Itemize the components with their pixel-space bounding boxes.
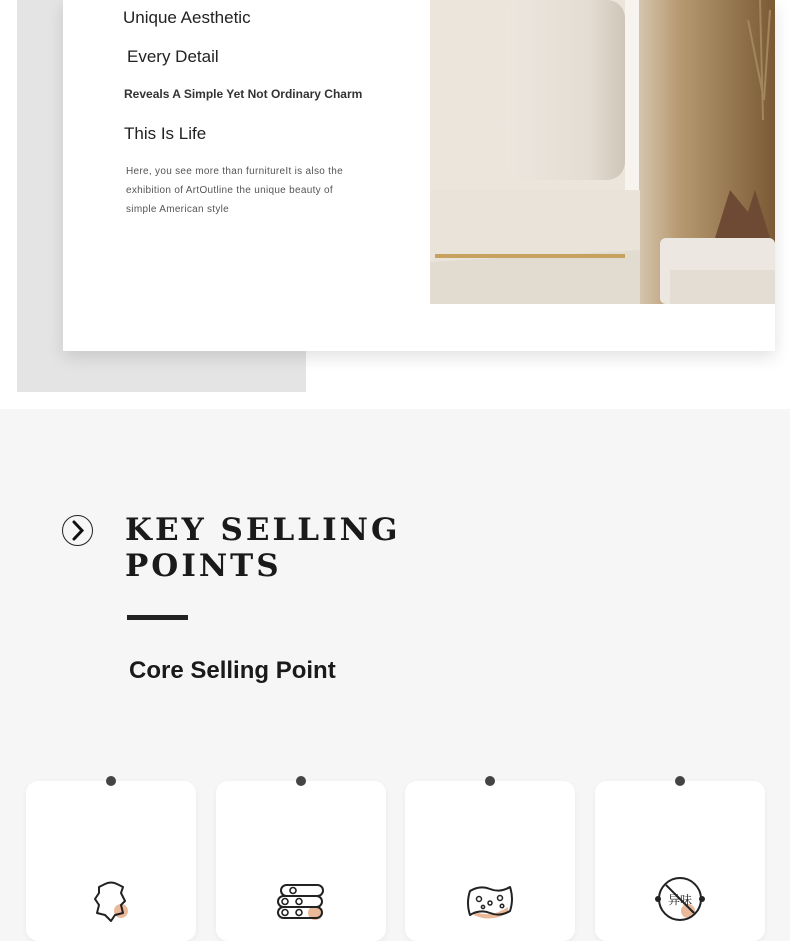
feature-card-wood [216,781,386,941]
sofa-photo [430,0,775,304]
no-odor-label: 异味 [667,893,693,907]
section-subtitle: Core Selling Point [129,657,336,684]
chevron-right-icon [62,515,93,546]
leather-icon [85,875,137,927]
wood-logs-icon [275,875,327,927]
card-pin [675,776,685,786]
card-pin [485,776,495,786]
card-pin [296,776,306,786]
feature-card-no-odor [595,781,765,941]
section-title [125,512,400,584]
showcase-card [63,0,775,351]
heading-this-is-life: This Is Life [124,124,207,143]
title-divider [127,615,188,620]
sponge-icon [464,875,516,927]
tagline: Reveals A Simple Yet Not Ordinary Charm [124,87,363,101]
feature-card-leather [26,781,196,941]
heading-unique-aesthetic: Unique Aesthetic [123,8,251,27]
product-showcase [0,0,790,409]
section-title-line-1: KEY SELLING [125,512,401,548]
section-title-line-2: POINTS [125,548,282,584]
sofa-illustration [430,0,775,304]
feature-card-sponge [405,781,575,941]
heading-every-detail: Every Detail [127,47,219,66]
card-pin [106,776,116,786]
no-odor-icon [654,875,706,927]
description-paragraph: Here, you see more than furnitureIt is also the exhibition of ArtOutline the unique beauty of simple American style [126,166,343,215]
